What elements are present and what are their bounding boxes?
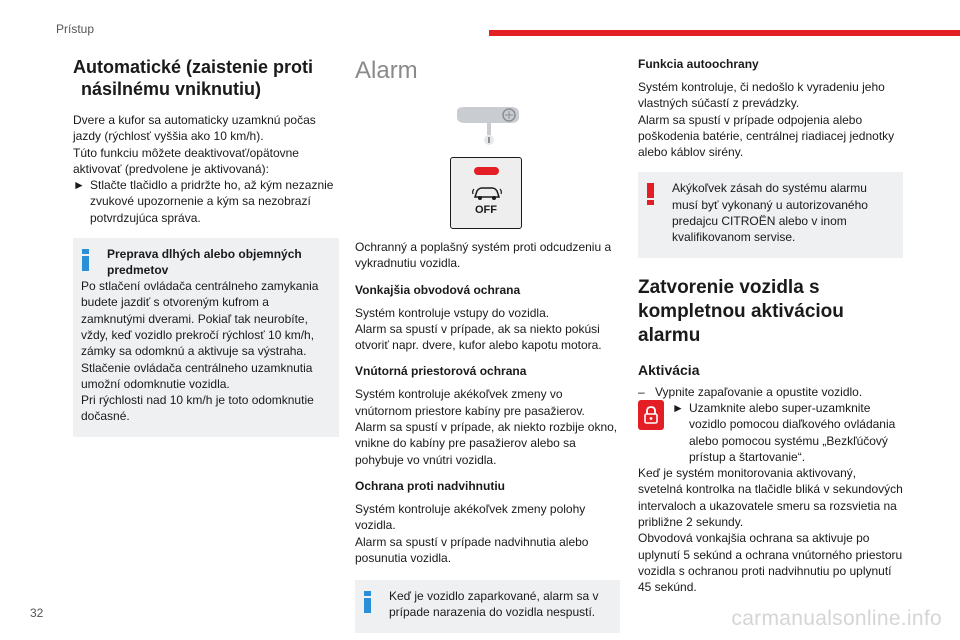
auto-lock-heading-line1: Automatické (zaistenie proti	[73, 57, 314, 77]
bullet-arrow: ►	[672, 400, 684, 415]
car-alarm-icon	[472, 185, 502, 206]
watermark: carmanualsonline.info	[731, 607, 942, 630]
self-protection-title: Funkcia autoochrany	[638, 57, 759, 71]
note-text-2: Pri rýchlosti nad 10 km/h je toto odomknutie dočasné.	[81, 393, 314, 424]
right-column	[638, 56, 903, 596]
info-note-parked	[355, 580, 620, 633]
auto-lock-bullet	[73, 177, 339, 226]
step-2-text: Uzamknite alebo super-uzamknite vozidlo pomocou diaľkového ovládania alebo pomocou systému „Bezkľúčový prístup a štartovanie“.	[689, 400, 896, 464]
auto-lock-heading-line2: násilnému vniknutiu)	[81, 79, 262, 99]
interior-protection-p1: Systém kontroluje akékoľvek zmeny vo vnútornom priestore kabíny pre pasažierov.	[355, 387, 585, 418]
section-header-title: Prístup	[56, 22, 95, 36]
warning-note	[638, 172, 903, 257]
interior-protection-title: Vnútorná priestorová ochrana	[355, 364, 527, 379]
alarm-led-indicator	[474, 167, 499, 175]
bullet-arrow: ►	[73, 178, 85, 193]
self-protection-p2: Alarm sa spustí v prípade odpojenia alebo poškodenia batérie, centrálnej riadiacej jednotky alebo káblov sirény.	[638, 112, 895, 160]
activation-step-2	[638, 400, 903, 465]
note-text: Po stlačení ovládača centrálneho zamykania budete jazdiť s otvoreným kufrom a zamknutými dverami. Pokiaľ tak neurobíte, vždy, keď vozidlo prekročí rýchlosť 10 km/h, zámky sa odomknú a aktivuje sa výstraha. Stlačenie ovládača centrálneho uzamknutia umožní odomknutie vozidla.	[81, 279, 319, 391]
page-number: 32	[30, 606, 44, 620]
activation-title: Aktivácia	[638, 361, 700, 378]
bullet-text: Stlačte tlačidlo a pridržte ho, až kým nezaznie zvukové upozornenie a kým sa nezobrazí potvrdzujúca správa.	[90, 178, 334, 225]
note-title: Preprava dlhých alebo objemných predmetov	[107, 247, 302, 278]
auto-lock-paragraph: Dvere a kufor sa automaticky uzamknú počas jazdy (rýchlosť vyššia ako 10 km/h).	[73, 113, 316, 144]
step-1-text: Vypnite zapaľovanie a opustite vozidlo.	[655, 384, 863, 399]
note-text: Keď je vozidlo zaparkované, alarm sa v prípade narazenia do vozidla nespustí.	[389, 589, 599, 620]
dash-mark: –	[638, 384, 645, 399]
warning-icon	[646, 183, 655, 205]
exterior-protection-p1: Systém kontroluje vstupy do vozidla.	[355, 305, 550, 320]
self-protection-p1: Systém kontroluje, či nedošlo k vyradeniu jeho vlastných súčastí z prevádzky.	[638, 80, 885, 111]
info-icon	[81, 249, 90, 271]
activation-step-1	[638, 384, 903, 400]
info-note-long-objects	[73, 238, 339, 437]
auto-lock-heading	[73, 56, 339, 100]
header-accent-bar	[489, 30, 960, 36]
info-icon	[363, 591, 372, 613]
timing-paragraph: Obvodová vonkajšia ochrana sa aktivuje po uplynutí 5 sekúnd a ochrana vnútorného priestoru vozidla s ochranou proti nadvihnutiu po uplynutí 45 sekúnd.	[638, 531, 903, 595]
tilt-protection-p1: Systém kontroluje akékoľvek zmeny polohy vozidla.	[355, 501, 586, 533]
left-column	[73, 56, 339, 437]
interior-mirror-icon	[453, 103, 521, 149]
warning-text: Akýkoľvek zásah do systému alarmu musí byť vykonaný u autorizovaného predajcu CITROËN alebo v inom kvalifikovanom servise.	[672, 181, 868, 245]
alarm-intro: Ochranný a poplašný systém proti odcudzeniu a vykradnutiu vozidla.	[355, 240, 612, 271]
alarm-off-button[interactable]	[450, 157, 522, 229]
alarm-button-off-label: OFF	[475, 204, 497, 216]
lock-icon	[638, 400, 664, 430]
monitoring-paragraph: Keď je systém monitorovania aktivovaný, svetelná kontrolka na tlačidle bliká v sekundových intervaloch a ukazovatele smeru sa rozsvietia na približne 2 sekundy.	[638, 466, 903, 530]
exterior-protection-p2: Alarm sa spustí v prípade, ak sa niekto pokúsi otvoriť napr. dvere, kufor alebo kapotu motora.	[355, 321, 602, 353]
middle-column	[355, 56, 620, 633]
tilt-protection-title: Ochrana proti nadvihnutiu	[355, 478, 506, 493]
full-alarm-heading: Zatvorenie vozidla s kompletnou aktiváciou alarmu	[638, 276, 844, 346]
tilt-protection-p2: Alarm sa spustí v prípade nadvihnutia alebo posunutia vozidla.	[355, 534, 589, 565]
exterior-protection-title: Vonkajšia obvodová ochrana	[355, 282, 521, 297]
auto-lock-toggle-paragraph: Túto funkciu môžete deaktivovať/opätovne aktivovať (predvolene je aktivovaná):	[73, 145, 299, 176]
interior-protection-p2: Alarm sa spustí v prípade, ak niekto rozbije okno, vnikne do kabíny pre pasažierov alebo sa pohybuje vo vnútri vozidla.	[355, 420, 618, 467]
alarm-heading: Alarm	[355, 57, 418, 84]
